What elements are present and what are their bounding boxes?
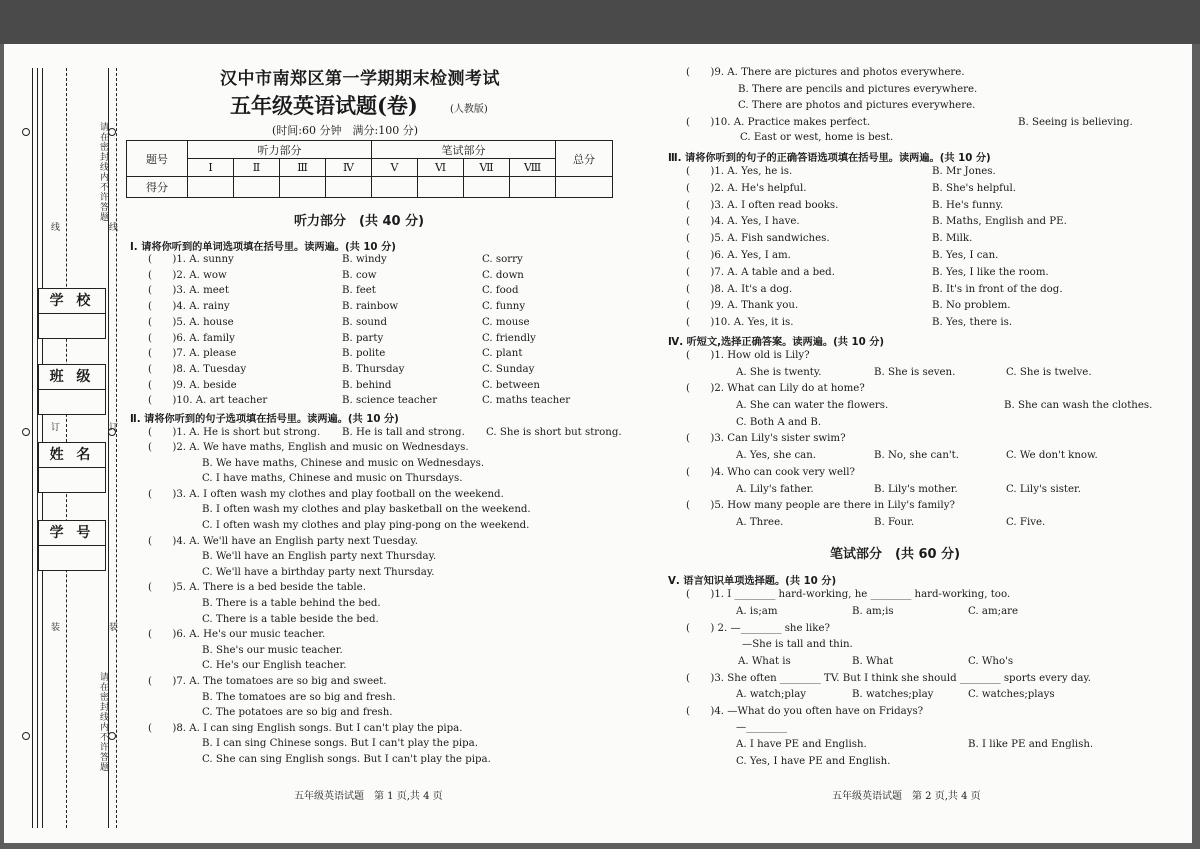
- part4-q2: ( )2. What can Lily do at home?: [686, 383, 865, 394]
- part4-q5-c: C. Five.: [1006, 517, 1046, 528]
- list-item: C. The potatoes are so big and fresh.: [202, 707, 393, 719]
- score-cell[interactable]: [418, 177, 464, 198]
- class-field[interactable]: [38, 364, 106, 415]
- listening-header: 听力部分: [188, 141, 372, 159]
- part4-q2-a: A. She can water the flowers.: [736, 400, 889, 411]
- part2-q1-b: B. He is tall and strong.: [342, 427, 465, 438]
- part5-q3-b: B. watches;play: [852, 689, 934, 700]
- class-label: 班 级: [39, 365, 105, 390]
- list-item: B. windy: [342, 254, 387, 265]
- roman-cell: Ⅶ: [464, 159, 510, 177]
- list-item: B. We'll have an English party next Thursday.: [202, 551, 437, 563]
- list-item: C. down: [482, 269, 524, 281]
- list-item: B. behind: [342, 379, 392, 391]
- list-item: B. There is a table behind the bed.: [202, 598, 381, 609]
- part2-q10-c: C. East or west, home is best.: [740, 132, 894, 143]
- part5-q1: ( )1. I ________ hard-working, he ________ hard-working, too.: [686, 589, 1011, 600]
- part5-heading: Ⅴ. 语言知识单项选择题。(共 10 分): [668, 576, 837, 587]
- margin-char: 装: [107, 622, 117, 632]
- margin-note: 请在密封线内不许答题: [98, 672, 108, 772]
- margin-char: 线: [49, 222, 59, 232]
- list-item: C. There are photos and pictures everywhere.: [738, 100, 976, 111]
- part4-q3-b: B. No, she can't.: [874, 450, 960, 461]
- part4-q2-c: C. Both A and B.: [736, 417, 822, 428]
- part5-q3-a: A. watch;play: [736, 689, 807, 700]
- exam-subtitle: 五年级英语试题(卷): [230, 93, 418, 118]
- list-item: C. He's our English teacher.: [202, 660, 347, 672]
- list-item: ( )9. A. beside: [148, 379, 237, 391]
- student-id-label: 学 号: [39, 521, 105, 546]
- score-cell[interactable]: [556, 177, 613, 198]
- part4-q4-a: A. Lily's father.: [736, 484, 814, 495]
- name-blank[interactable]: [39, 468, 105, 492]
- score-col-label: 题号: [127, 141, 188, 177]
- hole-icon: [22, 732, 30, 740]
- score-cell[interactable]: [510, 177, 556, 198]
- part4-q1-a: A. She is twenty.: [736, 367, 822, 378]
- list-item: ( )10. A. Yes, it is.: [686, 317, 794, 329]
- hole-icon: [22, 428, 30, 436]
- part5-q2-c-opt: C. Who's: [968, 656, 1014, 667]
- list-item: ( )2. A. wow: [148, 269, 227, 281]
- part5-q1-c: C. am;are: [968, 606, 1019, 617]
- class-blank[interactable]: [39, 390, 105, 414]
- list-item: ( )9. A. There are pictures and photos everywhere.: [686, 67, 965, 78]
- part5-q2: ( ) 2. —________ she like?: [686, 623, 830, 634]
- score-cell[interactable]: [234, 177, 280, 198]
- list-item: B. She's helpful.: [932, 182, 1016, 194]
- list-item: B. Yes, I like the room.: [932, 266, 1049, 278]
- list-item: ( )7. A. please: [148, 348, 237, 360]
- part5-q3-c: C. watches;plays: [968, 689, 1055, 700]
- list-item: C. friendly: [482, 332, 536, 344]
- page1-footer: 五年级英语试题 第 1 页,共 4 页: [294, 791, 443, 802]
- margin-char: 订: [107, 422, 117, 432]
- exam-title: 汉中市南郑区第一学期期末检测考试: [220, 69, 500, 89]
- school-field[interactable]: [38, 288, 106, 339]
- list-item: ( )5. A. Fish sandwiches.: [686, 233, 830, 245]
- part2-heading: Ⅱ. 请将你听到的句子选项填在括号里。读两遍。(共 10 分): [130, 414, 399, 425]
- part5-q1-b: B. am;is: [852, 606, 894, 617]
- list-item: ( )7. A. The tomatoes are so big and sweet.: [148, 676, 387, 687]
- part5-q1-a: A. is;am: [736, 606, 778, 617]
- score-cell[interactable]: [188, 177, 234, 198]
- list-item: ( )4. A. We'll have an English party next Tuesday.: [148, 535, 419, 547]
- list-item: C. We'll have a birthday party next Thursday.: [202, 566, 435, 578]
- part2-q10-a: ( )10. A. Practice makes perfect.: [686, 117, 871, 128]
- list-item: B. I often wash my clothes and play basketball on the weekend.: [202, 504, 531, 516]
- part5-q4-a-opt: A. I have PE and English.: [736, 739, 867, 750]
- list-item: B. The tomatoes are so big and fresh.: [202, 691, 396, 703]
- roman-cell: Ⅳ: [326, 159, 372, 177]
- part5-q4-c-opt: C. Yes, I have PE and English.: [736, 756, 891, 767]
- margin-char: 订: [49, 422, 59, 432]
- part4-q5-b: B. Four.: [874, 517, 915, 528]
- hole-icon: [22, 128, 30, 136]
- score-cell[interactable]: [326, 177, 372, 198]
- list-item: B. Yes, there is.: [932, 317, 1013, 329]
- list-item: C. funny: [482, 301, 526, 313]
- margin-line: [116, 68, 117, 828]
- list-item: ( )9. A. Thank you.: [686, 300, 799, 312]
- list-item: ( )6. A. family: [148, 332, 235, 344]
- list-item: C. Sunday: [482, 363, 535, 375]
- part2-q1-a: ( )1. A. He is short but strong.: [148, 427, 321, 438]
- list-item: B. party: [342, 332, 384, 344]
- score-cell[interactable]: [280, 177, 326, 198]
- margin-char: 线: [107, 222, 117, 232]
- part5-q4-b-opt: B. I like PE and English.: [968, 739, 1094, 750]
- student-id-blank[interactable]: [39, 546, 105, 570]
- list-item: ( )3. A. I often read books.: [686, 199, 839, 211]
- part5-q2-a-opt: A. What is: [738, 656, 791, 667]
- list-item: ( )10. A. art teacher: [148, 395, 268, 407]
- time-score: (时间:60 分钟 满分:100 分): [272, 124, 418, 137]
- part5-q4: ( )4. —What do you often have on Fridays?: [686, 706, 924, 717]
- part4-q5: ( )5. How many people are there in Lily's family?: [686, 500, 955, 511]
- list-item: B. Milk.: [932, 233, 973, 245]
- roman-cell: Ⅲ: [280, 159, 326, 177]
- list-item: ( )3. A. I often wash my clothes and play football on the weekend.: [148, 488, 504, 500]
- list-item: C. sorry: [482, 254, 523, 265]
- scanner-top-band: [0, 0, 1200, 44]
- list-item: C. There is a table beside the bed.: [202, 613, 379, 625]
- part4-heading: Ⅳ. 听短文,选择正确答案。读两遍。(共 10 分): [668, 337, 885, 348]
- list-item: B. We have maths, Chinese and music on Wednesdays.: [202, 457, 485, 469]
- list-item: B. It's in front of the dog.: [932, 283, 1063, 295]
- list-item: C. I often wash my clothes and play ping-pong on the weekend.: [202, 520, 530, 531]
- part5-q2-b: —She is tall and thin.: [742, 639, 853, 650]
- roman-cell: Ⅱ: [234, 159, 280, 177]
- list-item: ( )5. A. There is a bed beside the table.: [148, 582, 366, 594]
- list-item: ( )1. A. sunny: [148, 254, 234, 265]
- list-item: B. rainbow: [342, 301, 399, 313]
- page2-footer: 五年级英语试题 第 2 页,共 4 页: [832, 791, 981, 802]
- list-item: C. She can sing English songs. But I can't play the pipa.: [202, 754, 491, 765]
- school-label: 学 校: [39, 289, 105, 314]
- roman-cell: Ⅰ: [188, 159, 234, 177]
- part1-heading: Ⅰ. 请将你听到的单词选项填在括号里。读两遍。(共 10 分): [130, 242, 396, 253]
- part4-q3: ( )3. Can Lily's sister swim?: [686, 433, 846, 444]
- list-item: B. polite: [342, 348, 386, 360]
- roman-cell: Ⅴ: [372, 159, 418, 177]
- list-item: ( )6. A. He's our music teacher.: [148, 629, 326, 641]
- list-item: ( )3. A. meet: [148, 285, 229, 297]
- exam-sheet: [4, 44, 1192, 843]
- score-cell[interactable]: [372, 177, 418, 198]
- part4-q3-a: A. Yes, she can.: [736, 450, 817, 461]
- part2-q10-b: B. Seeing is believing.: [1018, 117, 1133, 128]
- list-item: B. I can sing Chinese songs. But I can't play the pipa.: [202, 738, 478, 750]
- part3-heading: Ⅲ. 请将你听到的句子的正确答语选项填在括号里。读两遍。(共 10 分): [668, 153, 991, 164]
- list-item: C. maths teacher: [482, 395, 571, 407]
- score-row-label: 得分: [127, 177, 188, 198]
- part4-q1-b: B. She is seven.: [874, 367, 956, 378]
- part5-q4-b: —________: [736, 722, 787, 733]
- list-item: C. food: [482, 285, 519, 297]
- name-label: 姓 名: [39, 443, 105, 468]
- part4-q4: ( )4. Who can cook very well?: [686, 467, 856, 478]
- part4-q2-b: B. She can wash the clothes.: [1004, 400, 1153, 411]
- list-item: ( )6. A. Yes, I am.: [686, 250, 791, 261]
- part4-q4-c: C. Lily's sister.: [1006, 484, 1082, 495]
- edition-label: (人教版): [450, 104, 488, 115]
- list-item: ( )8. A. Tuesday: [148, 363, 247, 375]
- part4-q1-c: C. She is twelve.: [1006, 367, 1092, 378]
- list-item: B. He's funny.: [932, 199, 1004, 211]
- writing-header: 笔试部分: [372, 141, 556, 159]
- list-item: C. between: [482, 379, 540, 391]
- total-header: 总分: [556, 141, 613, 177]
- part5-q3: ( )3. She often ________ TV. But I think she should ________ sports every day.: [686, 673, 1092, 684]
- list-item: B. Yes, I can.: [932, 250, 999, 261]
- list-item: ( )4. A. Yes, I have.: [686, 216, 800, 228]
- margin-line: [32, 68, 33, 828]
- list-item: B. Thursday: [342, 363, 405, 375]
- list-item: ( )7. A. A table and a bed.: [686, 266, 835, 278]
- list-item: ( )2. A. He's helpful.: [686, 182, 807, 194]
- score-cell[interactable]: [464, 177, 510, 198]
- list-item: C. mouse: [482, 316, 530, 328]
- list-item: B. There are pencils and pictures everywhere.: [738, 83, 978, 95]
- roman-cell: Ⅵ: [418, 159, 464, 177]
- part4-q4-b: B. Lily's mother.: [874, 484, 958, 495]
- roman-cell: Ⅷ: [510, 159, 556, 177]
- list-item: ( )1. A. Yes, he is.: [686, 166, 793, 177]
- margin-char: 装: [49, 622, 59, 632]
- list-item: B. Mr Jones.: [932, 166, 996, 177]
- listening-section-title: 听力部分 (共 40 分): [294, 214, 425, 229]
- score-table: [126, 140, 613, 198]
- part4-q5-a: A. Three.: [736, 517, 784, 528]
- list-item: C. I have maths, Chinese and music on Thursdays.: [202, 473, 463, 485]
- list-item: B. feet: [342, 285, 376, 297]
- margin-note: 请在密封线内不许答题: [98, 122, 108, 222]
- part2-q1-c: C. She is short but strong.: [486, 427, 622, 438]
- list-item: B. science teacher: [342, 395, 438, 407]
- list-item: ( )8. A. I can sing English songs. But I can't play the pipa.: [148, 722, 463, 734]
- list-item: ( )2. A. We have maths, English and music on Wednesdays.: [148, 442, 469, 453]
- list-item: B. She's our music teacher.: [202, 644, 343, 656]
- list-item: C. plant: [482, 348, 523, 360]
- part4-q1: ( )1. How old is Lily?: [686, 350, 810, 361]
- school-blank[interactable]: [39, 314, 105, 338]
- list-item: ( )8. A. It's a dog.: [686, 283, 793, 295]
- part5-q2-b-opt: B. What: [852, 656, 894, 667]
- writing-section-title: 笔试部分 (共 60 分): [830, 547, 961, 562]
- list-item: B. Maths, English and PE.: [932, 216, 1067, 228]
- list-item: B. cow: [342, 269, 377, 281]
- student-id-field[interactable]: [38, 520, 106, 571]
- list-item: B. No problem.: [932, 300, 1011, 312]
- list-item: B. sound: [342, 316, 387, 328]
- name-field[interactable]: [38, 442, 106, 493]
- list-item: ( )5. A. house: [148, 316, 234, 328]
- list-item: ( )4. A. rainy: [148, 301, 230, 313]
- part4-q3-c: C. We don't know.: [1006, 450, 1098, 461]
